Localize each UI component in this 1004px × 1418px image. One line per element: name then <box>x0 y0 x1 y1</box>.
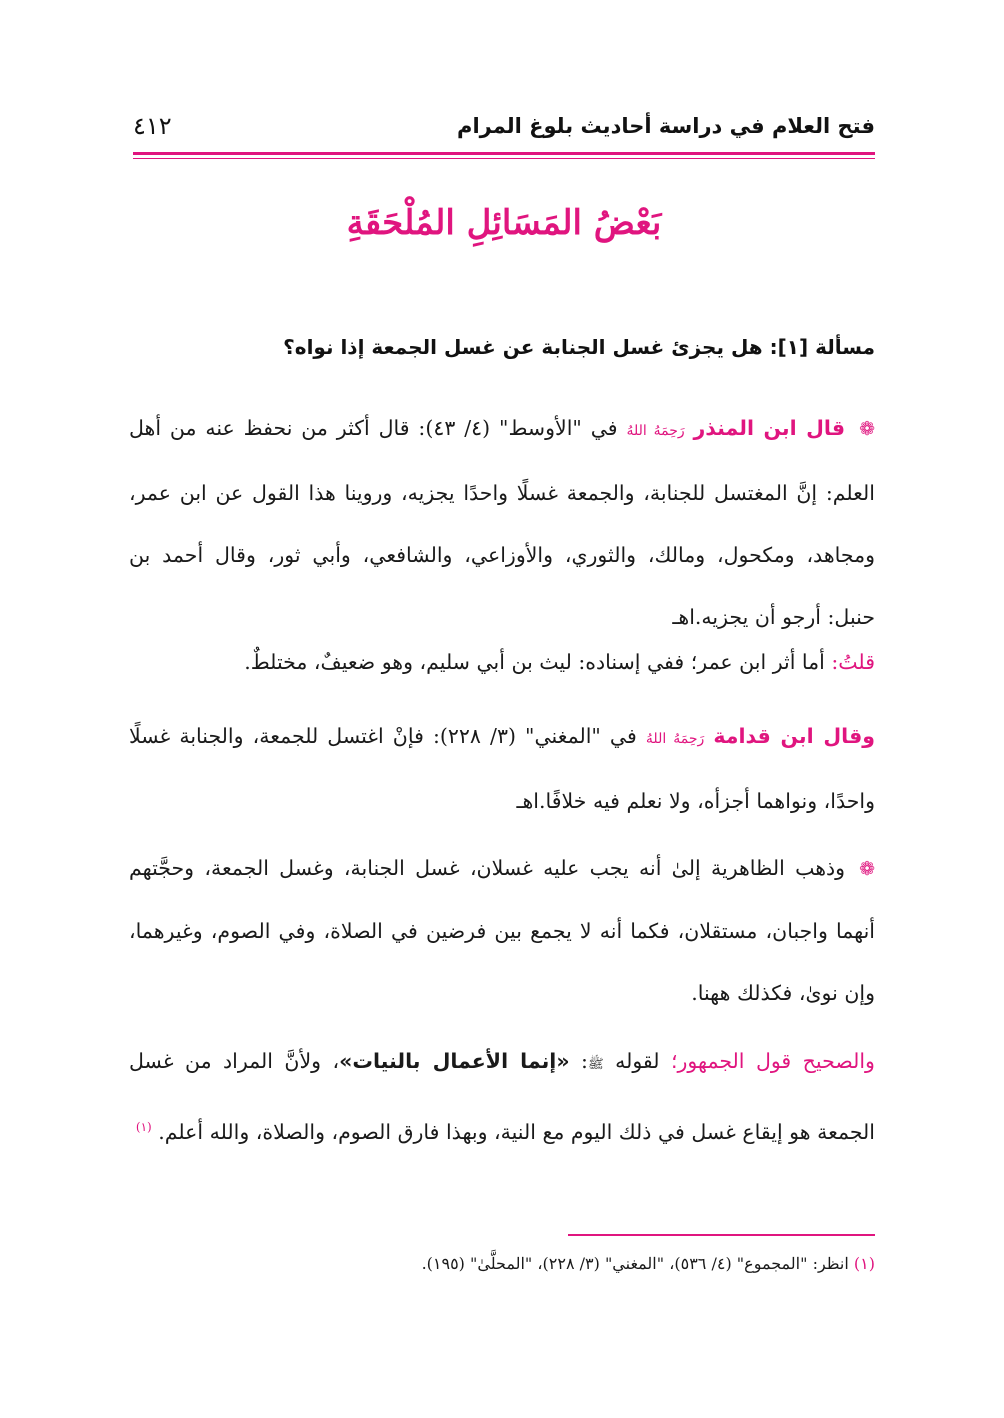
paragraph-text: في "المغني" (٣/ ٢٢٨): فإنْ اغتسل للجمعة، والجنابة غسلًا واحدًا، ونواهما أجزأه، ولا نعلم فيه خلافًا.اهـ <box>129 724 875 813</box>
question-heading <box>129 335 875 359</box>
conclusion-label: والصحيح قول الجمهور؛ <box>671 1049 875 1073</box>
paragraph-text: في "الأوسط" (٤/ ٤٣): قال أكثر من نحفظ عنه من أهل العلم: إنَّ المغتسل للجنابة، والجمعة غسلًا واحدًا يجزيه، وروينا هذا القول عن ابن عمر، ومجاهد، ومكحول، ومالك، والثوري، والأوزاعي، والشافعي، وأبي ثور، وقال أحمد بن حنبل: أرجو أن يجزيه.اهـ <box>129 416 875 629</box>
paragraph-zahiriyya <box>129 837 875 1024</box>
book-title: فتح العلام في دراسة أحاديث بلوغ المرام <box>457 114 875 138</box>
paragraph-ibn-almundhir <box>129 397 875 648</box>
header-rule <box>133 152 875 155</box>
paragraph-ibn-qudama <box>129 705 875 832</box>
paragraph-text: ، ولأنَّ المراد من غسل الجمعة هو إيقاع غسل في ذلك اليوم مع النية، وبهذا فارق الصوم، والصلاة، والله أعلم. <box>129 1049 875 1144</box>
footnote-rule <box>568 1234 875 1236</box>
footnote-ref: (١) <box>135 1120 152 1134</box>
hadith-quote: «إنما الأعمال بالنيات» <box>339 1049 570 1073</box>
paragraph-author-note <box>129 640 875 684</box>
honorific-glyph: رَحِمَهُ اللهُ <box>645 731 705 747</box>
honorific-glyph: ﷺ <box>587 1057 604 1072</box>
section-title: بَعْضُ المَسَائِلِ المُلْحَقَةِ <box>346 203 662 243</box>
question-text: هل يجزئ غسل الجنابة عن غسل الجمعة إذا نواه؟ <box>283 335 763 359</box>
flower-ornament-icon: ❁ <box>859 418 875 440</box>
running-header <box>133 108 875 148</box>
note-label: قلتُ: <box>831 650 875 674</box>
flower-ornament-icon: ❁ <box>859 858 875 880</box>
paragraph-text: أما أثر ابن عمر؛ ففي إسناده: ليث بن أبي سليم، وهو ضعيفٌ، مختلطٌ. <box>244 650 825 674</box>
footnote <box>129 1254 875 1273</box>
honorific-glyph: رَحِمَهُ اللهُ <box>626 423 685 439</box>
footnote-text: انظر: "المجموع" (٤/ ٥٣٦)، "المغني" (٣/ ٢٢٨)، "المحلَّىٰ" (١٩٥). <box>421 1254 849 1273</box>
page-number: ٤١٢ <box>133 112 172 140</box>
speaker-name: وقال ابن قدامة <box>713 724 875 748</box>
conclusion-pre: لقوله <box>615 1049 660 1073</box>
header-rule-thin <box>133 158 875 159</box>
speaker-name: قال ابن المنذر <box>693 416 846 440</box>
question-label: مسألة [١]: <box>769 335 875 359</box>
footnote-number: (١) <box>853 1254 875 1273</box>
paragraph-conclusion: والصحيح قول الجمهور؛ لقوله ﷺ: «إنما الأعمال بالنيات»، ولأنَّ المراد من غسل الجمعة هو إيقاع غسل في ذلك اليوم مع النية، وبهذا فارق الصوم، والصلاة، والله أعلم. $^{(١)}$ <box>129 1049 875 1144</box>
paragraph-text: وذهب الظاهرية إلىٰ أنه يجب عليه غسلان، غسل الجنابة، وغسل الجمعة، وحجَّتهم أنهما واجبان، مستقلان، فكما أنه لا يجمع بين فرضين في الصلاة، وفي الصوم، وغيرهما، وإن نوىٰ، فكذلك ههنا. <box>129 856 875 1005</box>
